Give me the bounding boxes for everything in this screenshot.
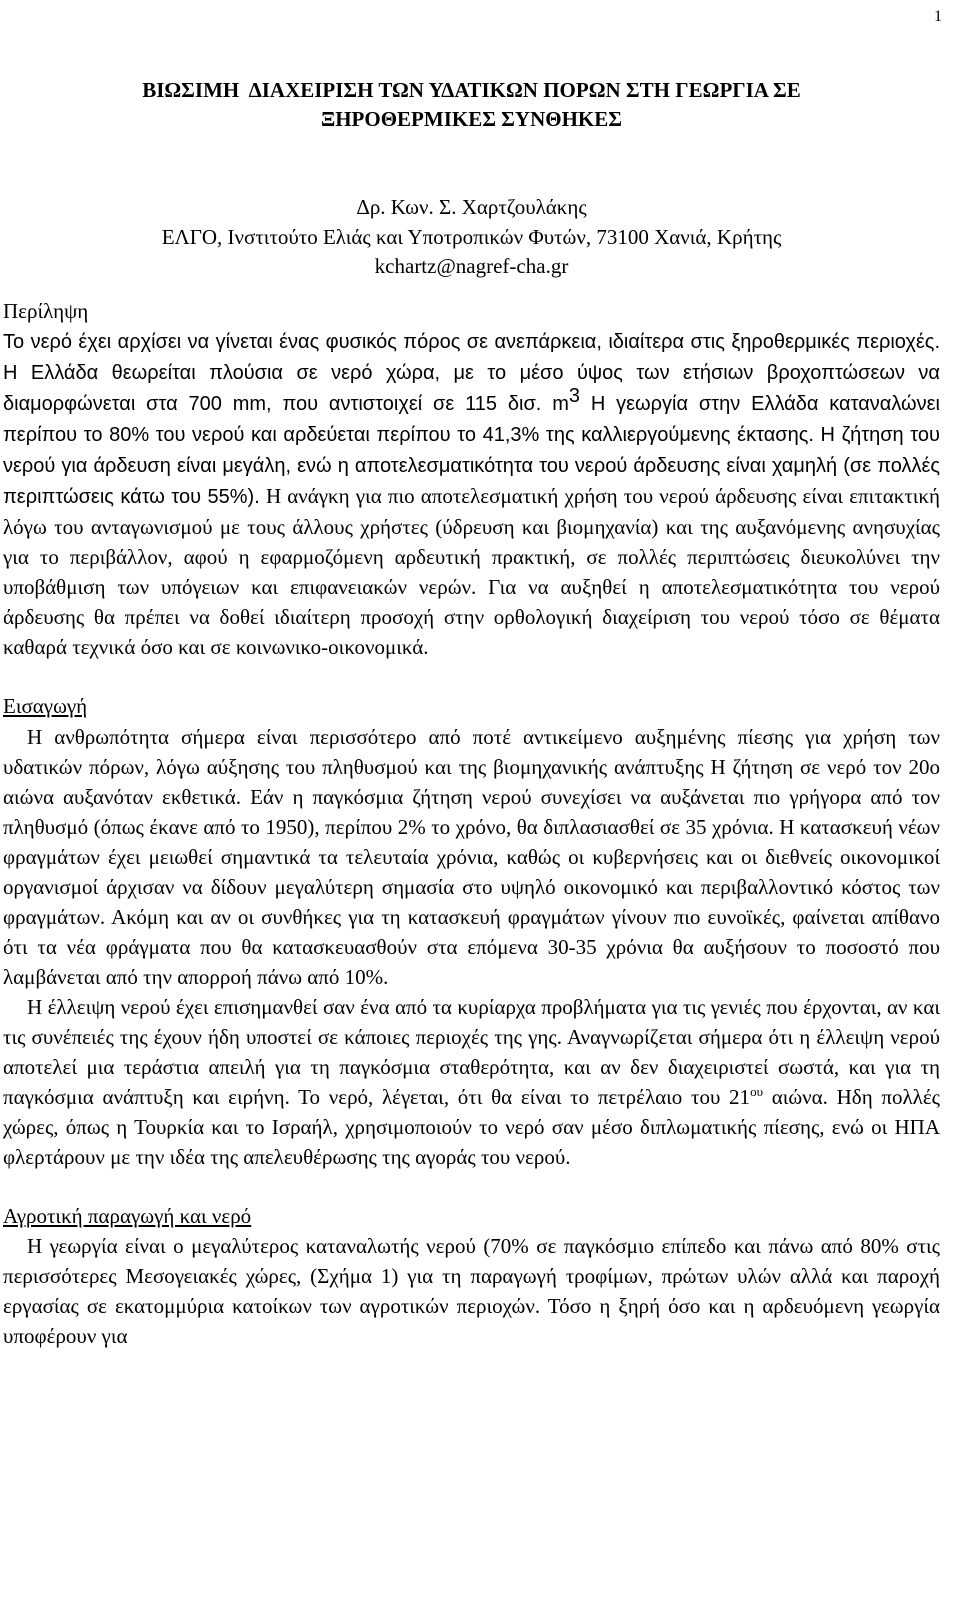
- agriculture-paragraph-1: [3, 1231, 940, 1351]
- abstract-text-1: Το νερό έχει αρχίσει να γίνεται ένας φυσικός πόρος σε ανεπάρκεια, ιδιαίτερα στις ξηροθερμικές περιοχές.: [3, 331, 940, 353]
- author-name: Δρ. Κων. Σ. Χαρτζουλάκης: [356, 195, 587, 219]
- document-body: [3, 76, 940, 1351]
- intro-p1-text-1: Η ανθρωπότητα σήμερα είναι περισσότερο από ποτέ αντικείμενο αυξημένης πίεσης για χρήση των υδατικών πόρων, λόγω αύξησης του πληθυσμού και της βιομηχανικής ανάπτυξης Η ζήτηση σε νερό τον 20ο αιώνα αυξανόταν εκθετικά.: [3, 724, 940, 809]
- intro-p2-superscript: ου: [750, 1083, 763, 1099]
- introduction-paragraph-2: [3, 992, 940, 1172]
- abstract-text-5: Η ανάγκη για πιο αποτελεσματική χρήση του νερού άρδευσης είναι επιτακτική λόγω του ανταγωνισμού με τους άλλους χρήστες (ύδρευση και βιομηχανία) και της αυξανόμενης ανησυχίας για το περιβάλλον, αφού η εφαρμοζόμενη αρδευτική πρακτική, σε πολλές περιπτώσεις διευκολύνει την υποβάθμιση των υπόγειων και επιφανειακών νερών.: [3, 484, 940, 599]
- intro-p1-text-2: Εάν η παγκόσμια ζήτηση νερού συνεχίσει να αυξάνεται πιο γρήγορα από τον πληθυσμό (όπως έκανε από το 1950), περίπου 2% το χρόνο, θα διπλασιασθεί σε 35 χρόνια.: [3, 784, 941, 839]
- intro-p2-text-4: Ηδη πολλές χώρες, όπως η Τουρκία και το Ισραήλ, χρησιμοποιούν το νερό σαν μέσο διπλωματικής πίεσης, ενώ οι ΗΠΑ φλερτάρουν με την ιδέα της απελευθέρωσης της αγοράς του νερού.: [3, 1084, 940, 1169]
- author-block: [3, 193, 940, 282]
- abstract-text-6: Για να αυξηθεί η αποτελεσματικότητα του νερού άρδευσης θα πρέπει να δοθεί ιδιαίτερη προσοχή στην ορθολογική διαχείριση του νερού τόσο σε θέματα καθαρά τεχνικά όσο και σε κοινωνικο-οικονομικά.: [3, 575, 940, 659]
- abstract-text-4: Η ζήτηση του νερού για άρδευση είναι μεγάλη, ενώ η αποτελεσματικότητα του νερού άρδευσης είναι χαμηλή (σε πολλές περιπτώσεις κάτω του 55%).: [3, 424, 940, 508]
- abstract-text-3: Η γεωργία στην Ελλάδα καταναλώνει περίπου το 80% του νερού και αρδεύεται περίπου το 41,3% της καλλιεργούμενης έκτασης.: [3, 393, 940, 446]
- agri-p1-text-1: Η γεωργία είναι ο μεγαλύτερος καταναλωτής νερού (70% σε παγκόσμιο επίπεδο και πάνω από 80% στις περισσότερες Μεσογειακές χώρες, (Σχήμα 1) για τη παραγωγή τροφίμων, πρώτων υλών αλλά και παροχή εργασίας σε εκατομμύρια κατοίκων των αγροτικών περιοχών.: [3, 1234, 940, 1318]
- author-email[interactable]: kchartz@nagref-cha.gr: [374, 254, 569, 278]
- abstract-paragraph: [3, 326, 940, 662]
- title-line-1: ΒΙΩΣΙΜΗ ΔΙΑΧΕΙΡΙΣΗ ΤΩΝ ΥΔΑΤΙΚΩΝ ΠΟΡΩΝ ΣΤΗ ΓΕΩΡΓΙΑ ΣΕ: [142, 78, 801, 102]
- abstract-superscript: 3: [568, 385, 580, 407]
- agri-p1-text-2: Τόσο η ξηρή όσο και η αρδευόμενη γεωργία υποφέρουν για: [3, 1294, 940, 1348]
- abstract-text-2: Η Ελλάδα θεωρείται πλούσια σε νερό χώρα, με το μέσο ύψος των ετήσιων βροχοπτώσεων να διαμορφώνεται στα 700 mm, που αντιστοιχεί σε 115 δισ. m: [3, 362, 940, 415]
- intro-p2-text-1: Η έλλειψη νερού έχει επισημανθεί σαν ένα από τα κυρίαρχα προβλήματα για τις γενιές που έρχονται, αν και τις συνέπειές της έχουν ήδη υποστεί σε κάποιες περιοχές της γης.: [3, 994, 940, 1049]
- introduction-heading: Εισαγωγή: [3, 694, 88, 718]
- intro-p2-text-2: Αναγνωρίζεται σήμερα ότι η έλλειψη νερού αποτελεί μια τεράστια απειλή για τη παγκόσμια σταθερότητα, και αν δεν διαχειριστεί σωστά, και για τη παγκόσμια ανάπτυξη και ειρήνη. Το νερό, λέγεται, ότι θα είναι το πετρέλαιο του 21: [3, 1024, 941, 1109]
- author-affiliation: ΕΛΓΟ, Ινστιτούτο Ελιάς και Υποτροπικών Φυτών, 73100 Χανιά, Κρήτης: [161, 224, 782, 249]
- document-title: [3, 76, 940, 134]
- introduction-paragraph-1: [3, 722, 940, 992]
- intro-p1-text-3: Η κατασκευή νέων φραγμάτων έχει μειωθεί σημαντικά τα τελευταία χρόνια, καθώς οι κυβερνήσεις και οι διεθνείς οικονομικοί οργανισμοί άρχισαν να δίδουν μεγαλύτερη σημασία στο υψηλό οικονομικό και περιβαλλοντικό κόστος των φραγμάτων.: [3, 814, 940, 929]
- intro-p1-text-4: Ακόμη και αν οι συνθήκες για τη κατασκευή φραγμάτων γίνουν πιο ευνοϊκές, φαίνεται απίθανο ότι τα νέα φράγματα που θα κατασκευασθούν στα επόμενα 30-35 χρόνια θα αυξήσουν το ποσοστό που λαμβάνεται από την απορροή πάνω από 10%.: [3, 904, 940, 989]
- title-line-2: ΞΗΡΟΘΕΡΜΙΚΕΣ ΣΥΝΘΗΚΕΣ: [320, 107, 622, 131]
- page-number: 1: [934, 8, 942, 25]
- agriculture-heading: Αγροτική παραγωγή και νερό: [3, 1203, 252, 1228]
- abstract-heading: Περίληψη: [3, 298, 89, 323]
- intro-p2-text-3: αιώνα.: [763, 1084, 828, 1109]
